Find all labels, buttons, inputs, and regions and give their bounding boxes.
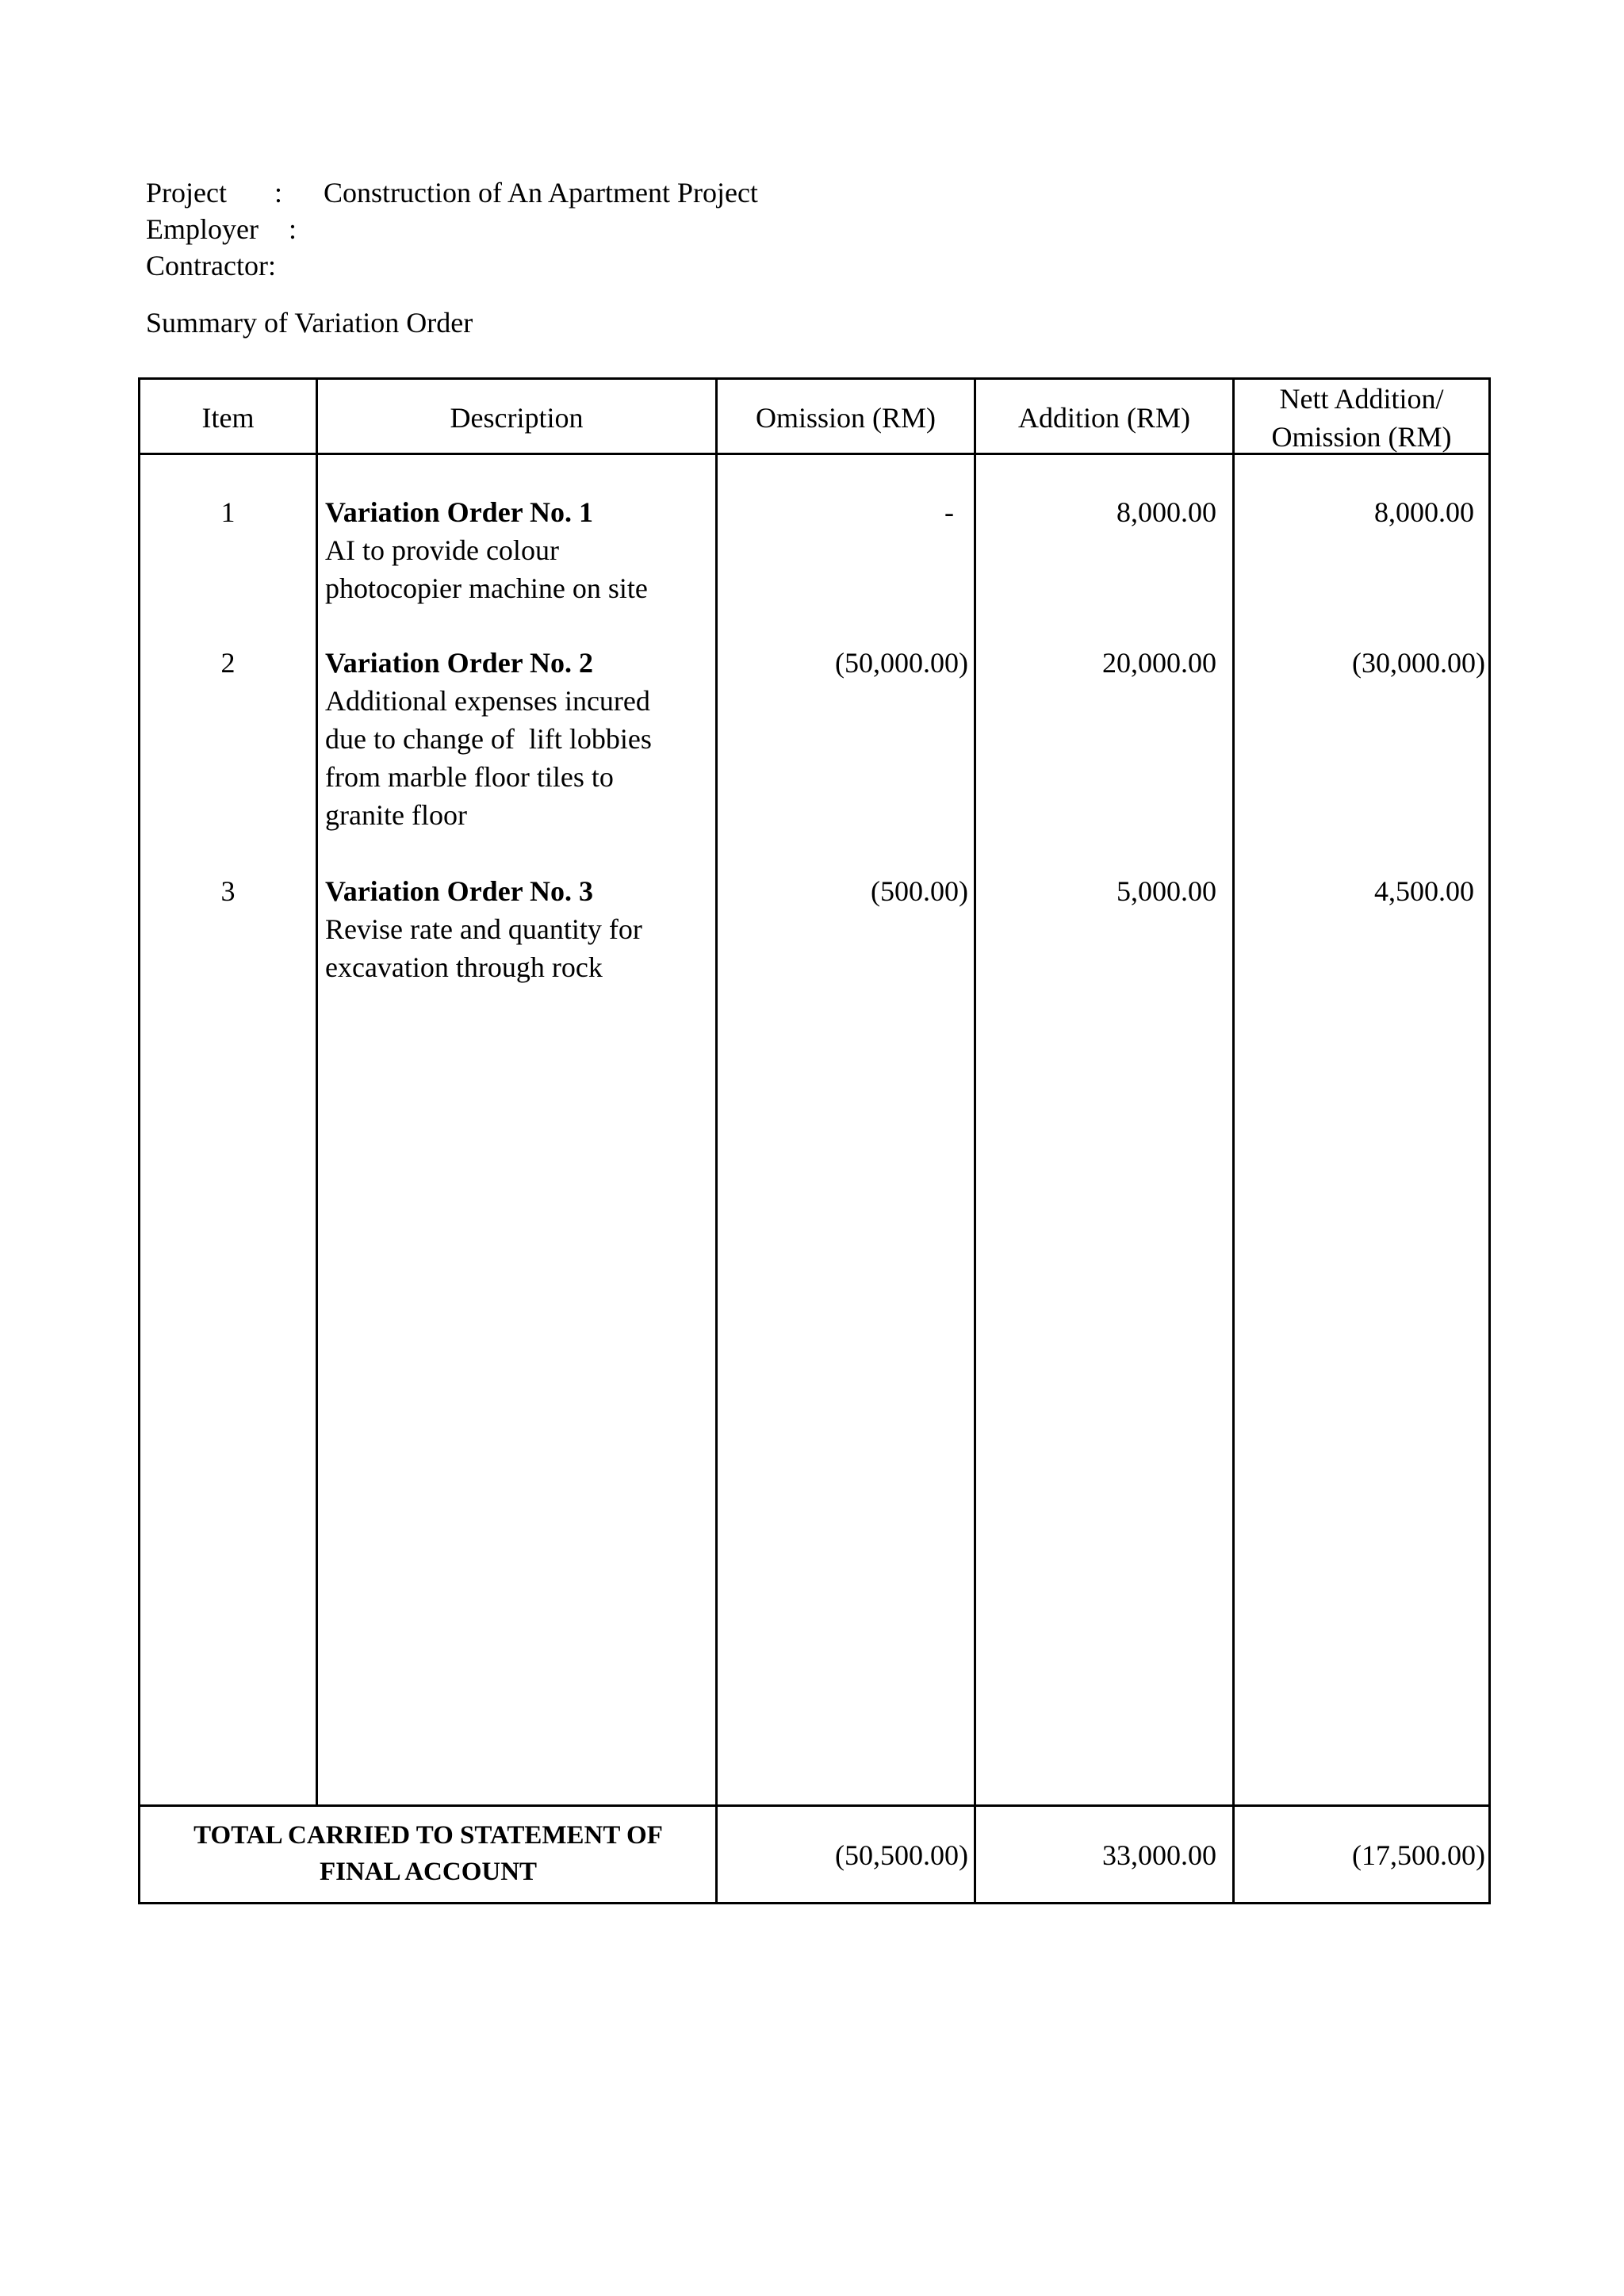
row-description-line: photocopier machine on site bbox=[325, 572, 648, 604]
total-label-line2: FINAL ACCOUNT bbox=[319, 1858, 538, 1886]
row-description bbox=[325, 872, 712, 986]
column-header-nett-line1: Nett Addition/ bbox=[1279, 383, 1444, 415]
row-description-line: Revise rate and quantity for bbox=[325, 913, 642, 945]
item-column-divider bbox=[316, 377, 318, 1807]
row-nett: (30,000.00) bbox=[1352, 647, 1485, 679]
summary-title: Summary of Variation Order bbox=[146, 307, 473, 339]
row-title: Variation Order No. 1 bbox=[325, 496, 593, 528]
row-item-number: 3 bbox=[220, 875, 236, 907]
contractor-label: Contractor: bbox=[146, 250, 276, 281]
employer-label: Employer bbox=[146, 213, 259, 245]
row-description-line: due to change of lift lobbies bbox=[325, 723, 652, 755]
row-addition: 20,000.00 bbox=[1102, 647, 1216, 679]
row-addition: 5,000.00 bbox=[1116, 875, 1216, 907]
row-description-line: excavation through rock bbox=[325, 951, 603, 983]
row-nett: 8,000.00 bbox=[1374, 496, 1474, 528]
row-omission: (50,000.00) bbox=[835, 647, 968, 679]
row-description-line: from marble floor tiles to bbox=[325, 761, 614, 793]
row-addition: 8,000.00 bbox=[1116, 496, 1216, 528]
employer-colon: : bbox=[289, 213, 297, 245]
total-addition: 33,000.00 bbox=[1102, 1839, 1216, 1871]
row-omission: - bbox=[944, 496, 954, 528]
project-name: Construction of An Apartment Project bbox=[324, 177, 758, 209]
row-item-number: 2 bbox=[220, 647, 236, 679]
row-description bbox=[325, 644, 712, 834]
row-title: Variation Order No. 2 bbox=[325, 647, 593, 679]
column-header-nett-line2: Omission (RM) bbox=[1271, 421, 1452, 453]
total-label-line1: TOTAL CARRIED TO STATEMENT OF bbox=[193, 1821, 663, 1850]
column-header-item: Item bbox=[201, 402, 255, 434]
project-colon: : bbox=[274, 177, 283, 209]
omission-column-divider bbox=[974, 377, 976, 1904]
total-omission: (50,500.00) bbox=[835, 1839, 968, 1871]
column-header-omission: Omission (RM) bbox=[755, 402, 936, 434]
row-description-line: AI to provide colour bbox=[325, 534, 559, 566]
description-column-divider bbox=[715, 377, 718, 1904]
total-nett: (17,500.00) bbox=[1352, 1839, 1485, 1871]
column-header-addition: Addition (RM) bbox=[1017, 402, 1190, 434]
addition-column-divider bbox=[1232, 377, 1235, 1904]
row-description-line: Additional expenses incured bbox=[325, 685, 650, 717]
column-header-nett bbox=[1235, 380, 1488, 456]
total-label bbox=[141, 1817, 715, 1890]
row-nett: 4,500.00 bbox=[1374, 875, 1474, 907]
row-description bbox=[325, 493, 712, 607]
total-divider bbox=[138, 1804, 1491, 1807]
project-label: Project bbox=[146, 177, 227, 209]
row-omission: (500.00) bbox=[871, 875, 968, 907]
row-title: Variation Order No. 3 bbox=[325, 875, 593, 907]
row-item-number: 1 bbox=[220, 496, 236, 528]
column-header-description: Description bbox=[450, 402, 584, 434]
row-description-line: granite floor bbox=[325, 799, 467, 831]
